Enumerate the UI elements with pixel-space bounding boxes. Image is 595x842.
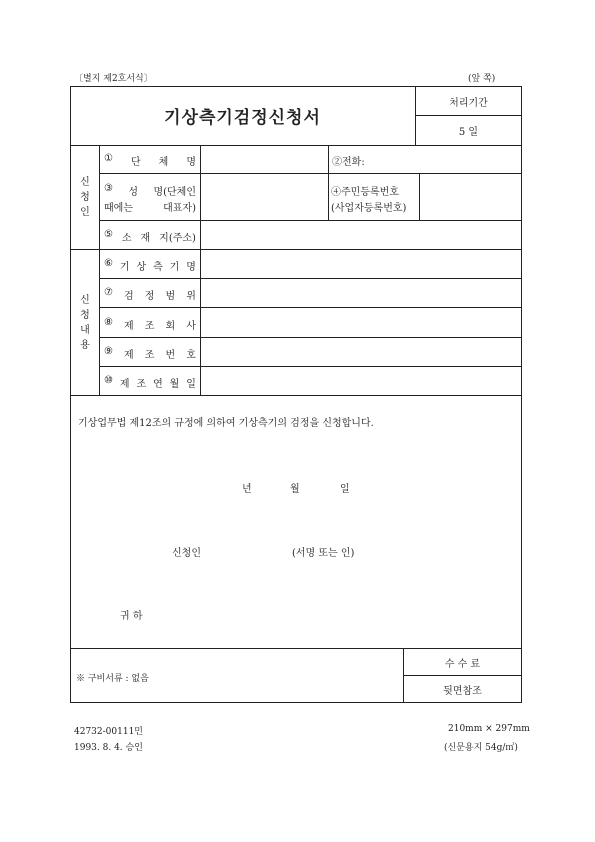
name-label-line2: 때에는 대표자) — [104, 203, 196, 214]
form-title: 기상측기검정신청서 — [164, 108, 321, 128]
organization-name-field[interactable] — [201, 146, 328, 173]
manufacturer-field[interactable] — [201, 308, 521, 337]
signature-label[interactable]: (서명 또는 인) — [292, 548, 355, 559]
applicant-name-field[interactable] — [201, 174, 328, 220]
serial-number-field[interactable] — [201, 338, 521, 366]
address-label: ⑤ 소 재 지(주소) — [104, 229, 196, 244]
form-number: 〔별지 제2호서식〕 — [74, 74, 153, 84]
applicant-label: 신청인 — [172, 548, 201, 559]
date-month-label: 월 — [290, 484, 300, 495]
paper-size: 210mm × 297mm — [448, 724, 530, 734]
required-documents-note: ※ 구비서류 : 없음 — [76, 674, 149, 684]
inspection-range-field[interactable] — [201, 279, 521, 307]
resident-number-field[interactable] — [420, 174, 521, 220]
business-number-label: (사업자등록번호) — [331, 203, 407, 214]
resident-number-label: ④주민등록번호 — [331, 187, 399, 198]
phone-field[interactable] — [375, 146, 521, 173]
date-year-label: 년 — [242, 484, 252, 495]
approval-date: 1993. 8. 4. 승인 — [74, 743, 143, 753]
address-field[interactable] — [201, 221, 521, 249]
organization-name-label: ① 단 체 명 — [104, 153, 196, 168]
form-border-bottom — [70, 702, 522, 703]
applicant-section-label: 신 청 인 — [80, 177, 90, 218]
form-code: 42732-00111민 — [74, 727, 143, 737]
date-day-label: 일 — [340, 484, 350, 495]
serial-number-label: ⑨ 제 조 번 호 — [104, 346, 196, 361]
recipient-label: 귀 하 — [120, 611, 143, 622]
inspection-range-label: ⑦ 검 정 범 위 — [104, 287, 196, 302]
statement-text: 기상업무법 제12조의 규정에 의하여 기상측기의 검정을 신청합니다. — [78, 418, 374, 429]
page-side: (앞 쪽) — [468, 74, 496, 84]
phone-label: ②전화: — [332, 157, 365, 168]
name-label-line1: ③ 성 명(단체인 — [104, 183, 196, 198]
manufacturer-label: ⑧ 제 조 회 사 — [104, 317, 196, 332]
fee-label: 수 수 료 — [444, 658, 481, 670]
manufacture-date-label: ⑩ 제 조 연 월 일 — [104, 375, 196, 390]
instrument-name-field[interactable] — [201, 250, 521, 278]
manufacture-date-field[interactable] — [201, 367, 521, 395]
request-section-label: 신 청 내 용 — [80, 294, 90, 351]
instrument-name-label: ⑥ 기 상 측 기 명 — [104, 258, 196, 273]
paper-type: (신문용지 54g/㎡) — [444, 743, 518, 753]
fee-value: 뒷면참조 — [443, 685, 482, 697]
processing-period-label: 처리기간 — [449, 97, 488, 109]
processing-period-value: 5 일 — [458, 127, 479, 138]
